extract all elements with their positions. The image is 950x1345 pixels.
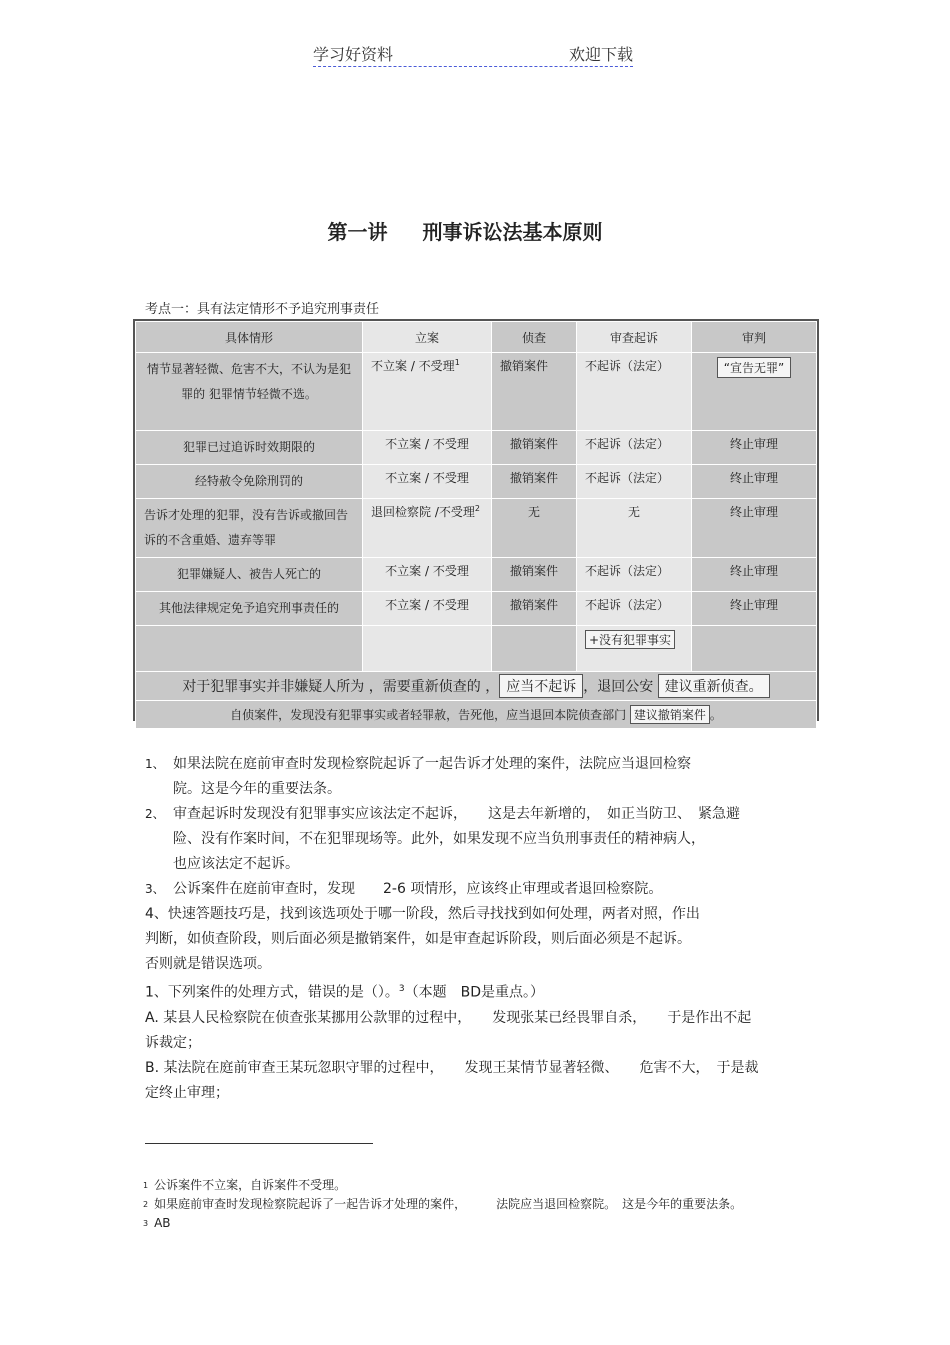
acquittal-box: “宣告无罪” [717, 357, 791, 378]
cell-filing [363, 353, 492, 431]
summary-text: ， [485, 679, 500, 695]
table-row [136, 592, 817, 626]
cell-situation: 告诉才处理的犯罪，没有告诉或撤回告诉的不含重婚、遗弃等罪 [136, 499, 363, 558]
cell-filing: 不立案 / 不受理 [363, 465, 492, 499]
cell-filing: 不立案 / 不受理 [363, 592, 492, 626]
footnote-item [143, 1195, 742, 1214]
exam-point-label: 考点一：具有法定情形不予追究刑事责任 [145, 302, 380, 317]
footnotes [143, 1176, 742, 1233]
cell-text: 不立案 / 不受理 [371, 359, 455, 373]
cell-trial [692, 626, 817, 672]
tip-line: 判断，如侦查阶段，则后面必须是撤销案件，如是审查起诉阶段，则后面必须是不起诉。 [145, 931, 691, 947]
table-row-self-investigated [136, 701, 817, 729]
option-a: A. 某县人民检察院在侦查张某挪用公款罪的过程中， 发现张某已经畏罪自杀， 于是作出不起 [145, 1009, 752, 1026]
cell-trial: 终止审理 [692, 465, 817, 499]
notes-section [145, 752, 805, 1106]
column-header: 立案 [363, 322, 492, 353]
cell-investigation: 无 [492, 499, 577, 558]
question-text: 1、下列案件的处理方式，错误的是（）。 [145, 984, 399, 1001]
note-item [145, 877, 805, 902]
note-text: 如果法院在庭前审查时发现检察院起诉了一起告诉才处理的案件，法院应当退回检察 [173, 756, 691, 772]
footnote-ref: 1 [454, 358, 460, 367]
table-row [136, 431, 817, 465]
footnote-item [143, 1214, 742, 1233]
cell-text: 退回检察院 /不受理 [371, 505, 475, 519]
footnote-number: 3 [143, 1219, 149, 1228]
title-subject: 刑事诉讼法基本原则 [422, 220, 603, 244]
question-note: （本题 BD是重点。） [404, 984, 545, 1001]
note-item [145, 752, 805, 777]
note-number: 2、 [145, 807, 165, 821]
self-investigated-text: 。 [709, 708, 722, 722]
no-crime-fact-box: +没有犯罪事实 [585, 630, 675, 649]
cell-prosecution-review: 不起诉（法定） [577, 558, 692, 592]
cell-situation [136, 626, 363, 672]
column-header: 审判 [692, 322, 817, 353]
page-title [0, 216, 930, 245]
note-continuation: 险、没有作案时间，不在犯罪现场等。此外，如果发现不应当负刑事责任的精神病人， [173, 831, 705, 847]
table-row [136, 353, 817, 431]
cell-investigation [492, 626, 577, 672]
cell-situation: 犯罪嫌疑人、被告人死亡的 [136, 558, 363, 592]
table-row [136, 558, 817, 592]
table-row-summary [136, 672, 817, 701]
cell-prosecution-review: 不起诉（法定） [577, 592, 692, 626]
note-number: 1、 [145, 757, 165, 771]
header-right-text: 欢迎下载 [568, 45, 633, 64]
cell-filing: 不立案 / 不受理 [363, 558, 492, 592]
cell-prosecution-review: 不起诉（法定） [577, 353, 692, 431]
footnote-divider [145, 1143, 373, 1144]
cell-trial: 终止审理 [692, 592, 817, 626]
column-header: 具体情形 [136, 322, 363, 353]
table-header-row [136, 322, 817, 353]
cell-filing: 不立案 / 不受理 [363, 431, 492, 465]
summary-text: ，退回公安 [583, 679, 654, 695]
principles-table [133, 319, 819, 721]
cell-investigation: 撤销案件 [492, 353, 577, 431]
footnote-text: 公诉案件不立案，自诉案件不受理。 [154, 1178, 347, 1192]
note-item [145, 802, 805, 827]
suggest-dismiss-box: 建议撤销案件 [630, 705, 710, 724]
cell-trial: 终止审理 [692, 558, 817, 592]
header-left-text: 学习好资料 [313, 45, 394, 64]
cell-filing [363, 499, 492, 558]
cell-investigation: 撤销案件 [492, 558, 577, 592]
summary-cell [136, 672, 817, 701]
cell-trial: 终止审理 [692, 499, 817, 558]
cell-trial: 终止审理 [692, 431, 817, 465]
column-header: 侦查 [492, 322, 577, 353]
cell-investigation: 撤销案件 [492, 592, 577, 626]
footnote-number: 2 [143, 1200, 149, 1209]
self-investigated-cell [136, 701, 817, 729]
column-header: 审查起诉 [577, 322, 692, 353]
footnote-item [143, 1176, 742, 1195]
page-header [313, 42, 633, 67]
self-investigated-text: 自侦案件，发现没有犯罪事实或者轻罪赦，告死他，应当退回本院侦查部门 [230, 708, 627, 722]
cell-prosecution-review [577, 626, 692, 672]
summary-text: ，需要重新侦查的 [368, 679, 481, 695]
title-lecture: 第一讲 [327, 220, 388, 244]
option-b: B. 某法院在庭前审查王某玩忽职守罪的过程中， 发现王某情节显著轻微、 危害不大， 于是裁 [145, 1059, 759, 1076]
cell-situation: 情节显著轻微、危害不大，不认为是犯罪的 犯罪情节轻微不选。 [136, 353, 363, 431]
option-a-continuation: 诉裁定； [145, 1034, 201, 1051]
cell-investigation: 撤销案件 [492, 465, 577, 499]
note-number: 3、 [145, 882, 165, 896]
cell-investigation: 撤销案件 [492, 431, 577, 465]
cell-situation: 犯罪已过追诉时效期限的 [136, 431, 363, 465]
note-text: 审查起诉时发现没有犯罪事实应该法定不起诉， 这是去年新增的， 如正当防卫、 紧急避 [173, 806, 740, 822]
cell-situation: 其他法律规定免予追究刑事责任的 [136, 592, 363, 626]
footnote-text: 如果庭前审查时发现检察院起诉了一起告诉才处理的案件， 法院应当退回检察院。 这是今年的重要法条。 [154, 1197, 743, 1211]
tip-line: 否则就是错误选项。 [145, 956, 271, 972]
question-line [145, 977, 805, 1006]
cell-prosecution-review: 不起诉（法定） [577, 431, 692, 465]
cell-prosecution-review: 无 [577, 499, 692, 558]
should-not-prosecute-box: 应当不起诉 [499, 674, 583, 698]
summary-text: 对于犯罪事实并非嫌疑人所为 [182, 679, 365, 695]
option-b-continuation: 定终止审理； [145, 1084, 229, 1101]
table-row [136, 626, 817, 672]
cell-trial [692, 353, 817, 431]
tip-line: 4、快速答题技巧是，找到该选项处于哪一阶段，然后寻找找到如何处理，两者对照，作出 [145, 906, 700, 922]
note-text: 公诉案件在庭前审查时，发现 2-6 项情形，应该终止审理或者退回检察院。 [173, 881, 663, 897]
footnote-ref: 2 [474, 504, 480, 513]
suggest-reinvestigate-box: 建议重新侦查。 [658, 674, 770, 698]
footnote-text: AB [154, 1216, 171, 1230]
note-continuation: 也应该法定不起诉。 [173, 856, 299, 872]
footnote-ref: 3 [398, 984, 405, 994]
cell-filing [363, 626, 492, 672]
footnote-number: 1 [143, 1181, 149, 1190]
table-row [136, 499, 817, 558]
cell-prosecution-review: 不起诉（法定） [577, 465, 692, 499]
table-row [136, 465, 817, 499]
cell-situation: 经特赦令免除刑罚的 [136, 465, 363, 499]
note-continuation: 院。这是今年的重要法条。 [173, 781, 341, 797]
